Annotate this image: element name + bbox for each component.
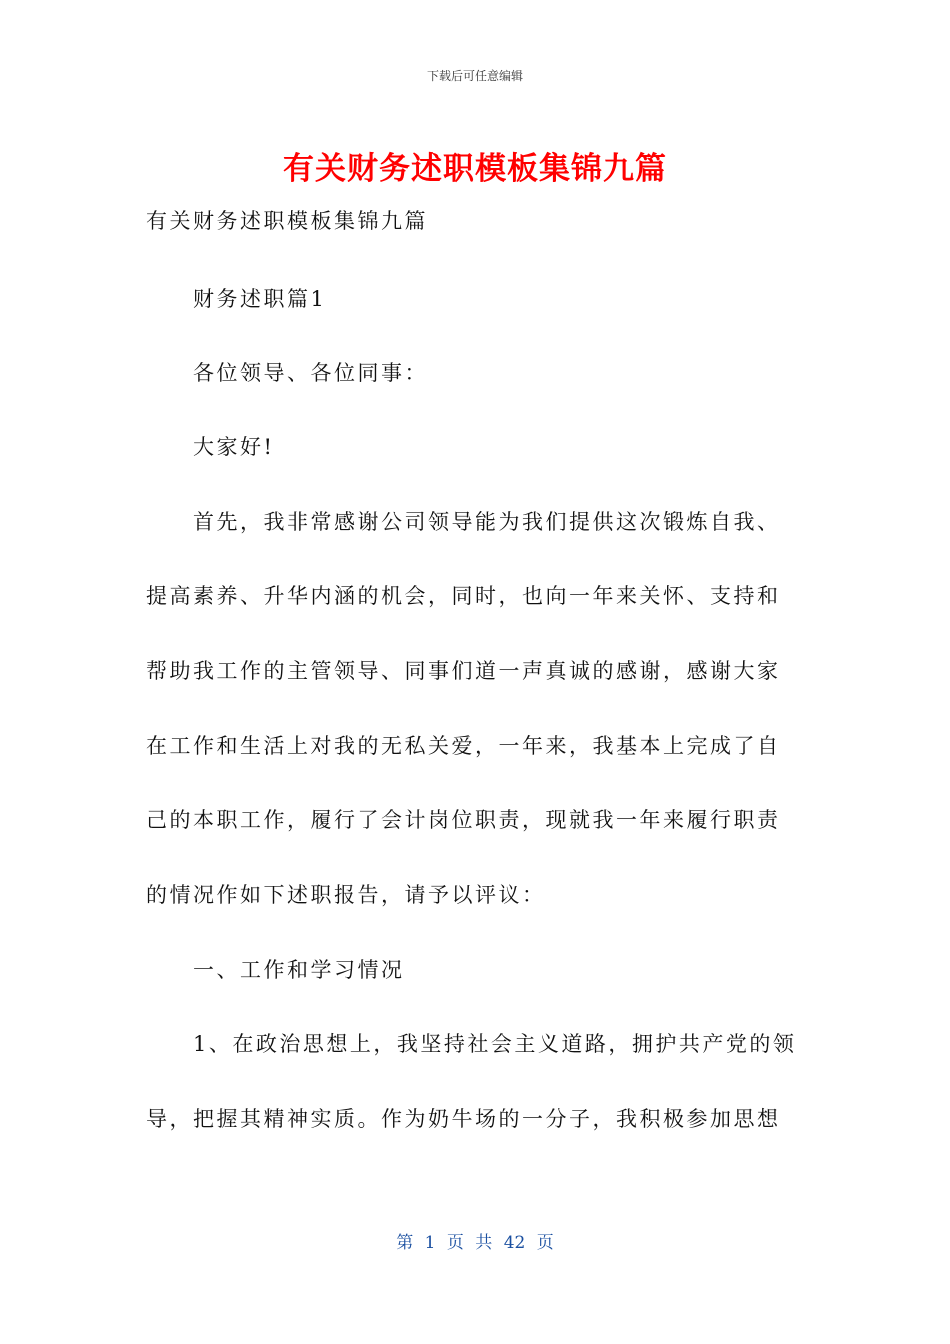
- paragraph-line: 帮助我工作的主管领导、同事们道一声真诚的感谢，感谢大家: [146, 659, 781, 683]
- paragraph-line: 己的本职工作，履行了会计岗位职责，现就我一年来履行职责: [146, 808, 781, 832]
- paragraph-line: 首先，我非常感谢公司领导能为我们提供这次锻炼自我、: [193, 510, 781, 534]
- paragraph-line: 在工作和生活上对我的无私关爱，一年来，我基本上完成了自: [146, 734, 781, 758]
- greeting: 大家好!: [193, 435, 275, 459]
- paragraph-line: 提高素养、升华内涵的机会，同时，也向一年来关怀、支持和: [146, 584, 781, 608]
- paragraph-line: 1、在政治思想上，我坚持社会主义道路，拥护共产党的领: [193, 1032, 797, 1056]
- document-title: 有关财务述职模板集锦九篇: [283, 151, 667, 187]
- subsection-heading: 一、工作和学习情况: [193, 958, 405, 982]
- paragraph-line: 导，把握其精神实质。作为奶牛场的一分子，我积极参加思想: [146, 1107, 781, 1131]
- paragraph-line: 的情况作如下述职报告，请予以评议：: [146, 883, 546, 907]
- salutation: 各位领导、各位同事：: [193, 361, 428, 385]
- section-heading: 财务述职篇1: [193, 287, 327, 311]
- page-footer: 第 1 页 共 42 页: [396, 1233, 554, 1253]
- header-note: 下载后可任意编辑: [426, 69, 523, 83]
- paragraph-line: 有关财务述职模板集锦九篇: [146, 209, 428, 233]
